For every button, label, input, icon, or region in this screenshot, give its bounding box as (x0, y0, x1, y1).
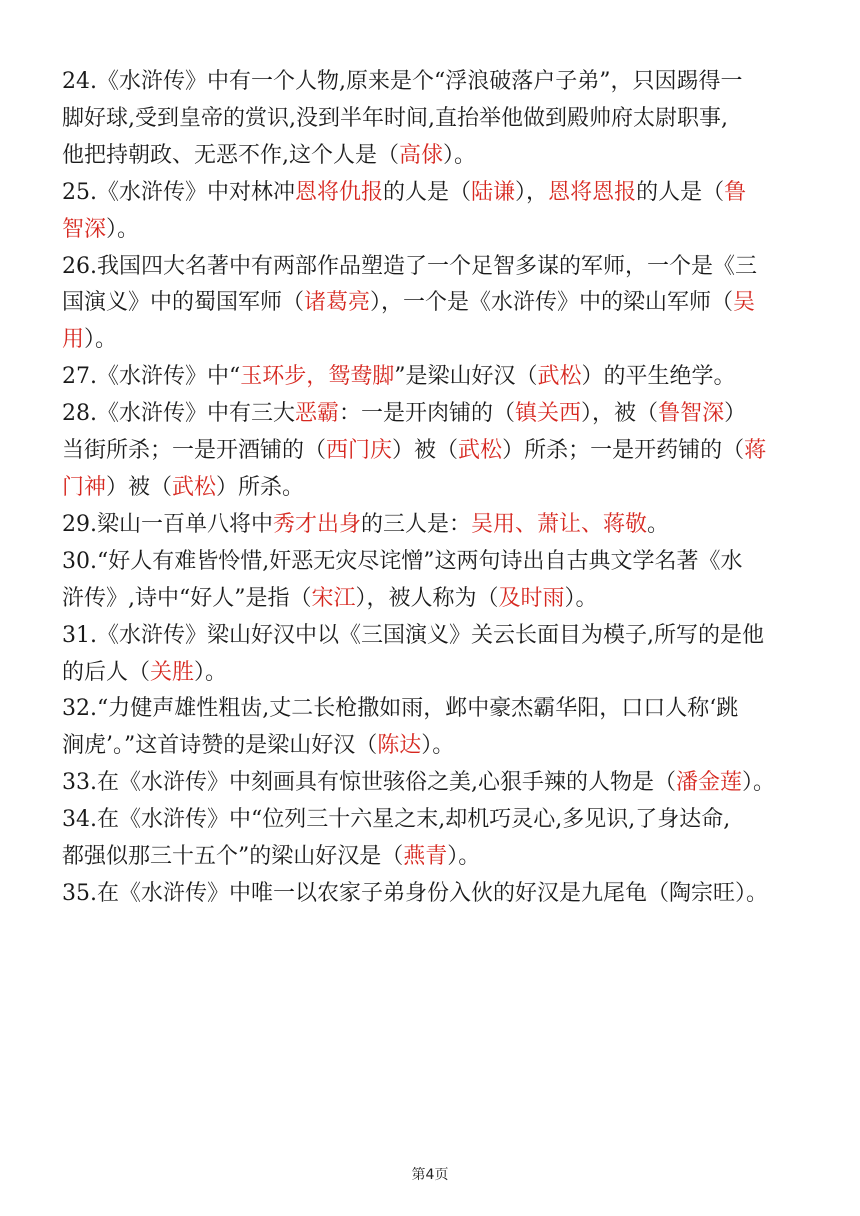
question-text: 30.“好人有难皆怜惜,奸恶无灾尽诧憎”这两句诗出自古典文学名著《水 (62, 548, 743, 574)
question-text: 浒传》,诗中“好人”是指（ (62, 585, 312, 611)
text-line (62, 470, 800, 507)
answer-text: 武松 (537, 364, 582, 390)
text-line (62, 396, 800, 433)
answer-text: 玉环步，鸳鸯脚 (240, 364, 395, 390)
answer-text: 武松 (458, 438, 503, 464)
text-line (62, 285, 800, 322)
answer-text: 西门庆 (326, 438, 393, 464)
question-text: ），被人称为（ (355, 585, 499, 611)
text-line (62, 728, 800, 765)
question-text: ）， (515, 179, 549, 205)
text-line (62, 802, 800, 839)
question-text: ）。 (443, 142, 477, 168)
question-text: 当街所杀；一是开酒铺的（ (62, 438, 327, 464)
question-text: 29.梁山一百单八将中 (62, 511, 273, 537)
question-text: ”是梁山好汉（ (394, 364, 538, 390)
question-text: ），一个是《水浒传》中的梁山军师（ (370, 290, 734, 316)
question-text: 的人是（ (636, 179, 725, 205)
question-text: 24.《水浒传》中有一个人物,原来是个“浮浪破落户子弟”，只因踢得一 (62, 69, 743, 94)
question-text: ）。 (742, 770, 776, 796)
text-line (62, 212, 800, 249)
answer-text: 恩将仇报 (295, 179, 384, 205)
text-line (62, 138, 800, 175)
question-text: ：一是开肉铺的（ (339, 401, 516, 427)
answer-text: 燕青 (403, 844, 448, 870)
text-line (62, 249, 800, 286)
answer-text: 蒋 (744, 438, 767, 464)
answer-text: 吴用、萧让、蒋敬 (471, 511, 648, 537)
answer-text: 秀才出身 (273, 511, 362, 537)
text-line (62, 433, 800, 470)
answer-text: 及时雨 (498, 585, 565, 611)
answer-text: 鲁 (724, 179, 747, 205)
answer-text: 诸葛亮 (304, 290, 371, 316)
answer-text: 恩将恩报 (548, 179, 637, 205)
question-text: 他把持朝政、无恶不作,这个人是（ (62, 142, 399, 168)
question-text: 的人是（ (383, 179, 472, 205)
question-text: 都强似那三十五个”的梁山好汉是（ (62, 844, 404, 870)
question-text: 33.在《水浒传》中刻画具有惊世骇俗之美,心狠手辣的人物是（ (62, 770, 676, 796)
question-text: 26.我国四大名著中有两部作品塑造了一个足智多谋的军师，一个是《三 (62, 253, 757, 279)
question-text: ）。 (194, 659, 228, 685)
text-line (62, 618, 800, 655)
answer-text: 关胜 (150, 659, 195, 685)
question-text: ）所杀；一是开药铺的（ (502, 438, 745, 464)
text-line (62, 876, 800, 913)
answer-text: 智深 (62, 216, 107, 242)
text-line (62, 765, 800, 802)
text-line (62, 175, 800, 212)
answer-text: 恶霸 (295, 401, 340, 427)
answer-text: 宋江 (311, 585, 356, 611)
text-line (62, 581, 800, 618)
question-text: ）。 (564, 585, 598, 611)
text-line (62, 691, 800, 728)
question-text: ），被（ (581, 401, 659, 427)
question-text: ）。 (84, 327, 118, 353)
answer-text: 陈达 (377, 733, 422, 759)
question-text: 涧虎’。”这首诗赞的是梁山好汉（ (62, 733, 378, 759)
question-text: 25.《水浒传》中对林冲 (62, 179, 295, 205)
question-text: 的后人（ (62, 659, 151, 685)
question-text: 脚好球,受到皇帝的赏识,没到半年时间,直抬举他做到殿帅府太尉职事, (62, 105, 728, 131)
document-body (62, 64, 800, 913)
question-text: 35.在《水浒传》中唯一以农家子弟身份入伙的好汉是九尾龟（陶宗旺）。 (62, 880, 768, 906)
answer-text: 武松 (172, 474, 217, 500)
question-text: ）。 (447, 844, 481, 870)
answer-text: 潘金莲 (675, 770, 742, 796)
question-text: ）所杀。 (216, 474, 305, 500)
question-text: 的三人是： (361, 511, 472, 537)
answer-text: 陆谦 (471, 179, 516, 205)
question-text: ） (724, 401, 747, 427)
answer-text: 门神 (62, 474, 107, 500)
text-line (62, 359, 800, 396)
answer-text: 镇关西 (515, 401, 582, 427)
answer-text: 吴 (733, 290, 756, 316)
question-text: 27.《水浒传》中“ (62, 364, 241, 390)
question-text: 31.《水浒传》梁山好汉中以《三国演义》关云长面目为模子,所写的是他 (62, 622, 764, 648)
question-text: 34.在《水浒传》中“位列三十六星之末,却机巧灵心,多见识,了身达命, (62, 807, 731, 833)
text-line (62, 64, 800, 101)
question-text: ）被（ (106, 474, 173, 500)
page-number: 第4页 (411, 1167, 449, 1183)
question-text: 28.《水浒传》中有三大 (62, 401, 295, 427)
answer-text: 高俅 (399, 142, 444, 168)
question-text: ）的平生绝学。 (581, 364, 736, 390)
question-text: 。 (647, 511, 670, 537)
answer-text: 用 (62, 327, 85, 353)
text-line (62, 839, 800, 876)
text-line (62, 655, 800, 692)
text-line (62, 322, 800, 359)
question-text: 32.“力健声雄性粗齿,丈二长枪撒如雨，邺中豪杰霸华阳，口口人称‘跳 (62, 696, 739, 722)
text-line (62, 507, 800, 544)
text-line (62, 101, 800, 138)
question-text: ）。 (421, 733, 455, 759)
question-text: ）。 (106, 216, 140, 242)
answer-text: 鲁智深 (658, 401, 725, 427)
question-text: 国演义》中的蜀国军师（ (62, 290, 305, 316)
text-line (62, 544, 800, 581)
question-text: ）被（ (392, 438, 459, 464)
